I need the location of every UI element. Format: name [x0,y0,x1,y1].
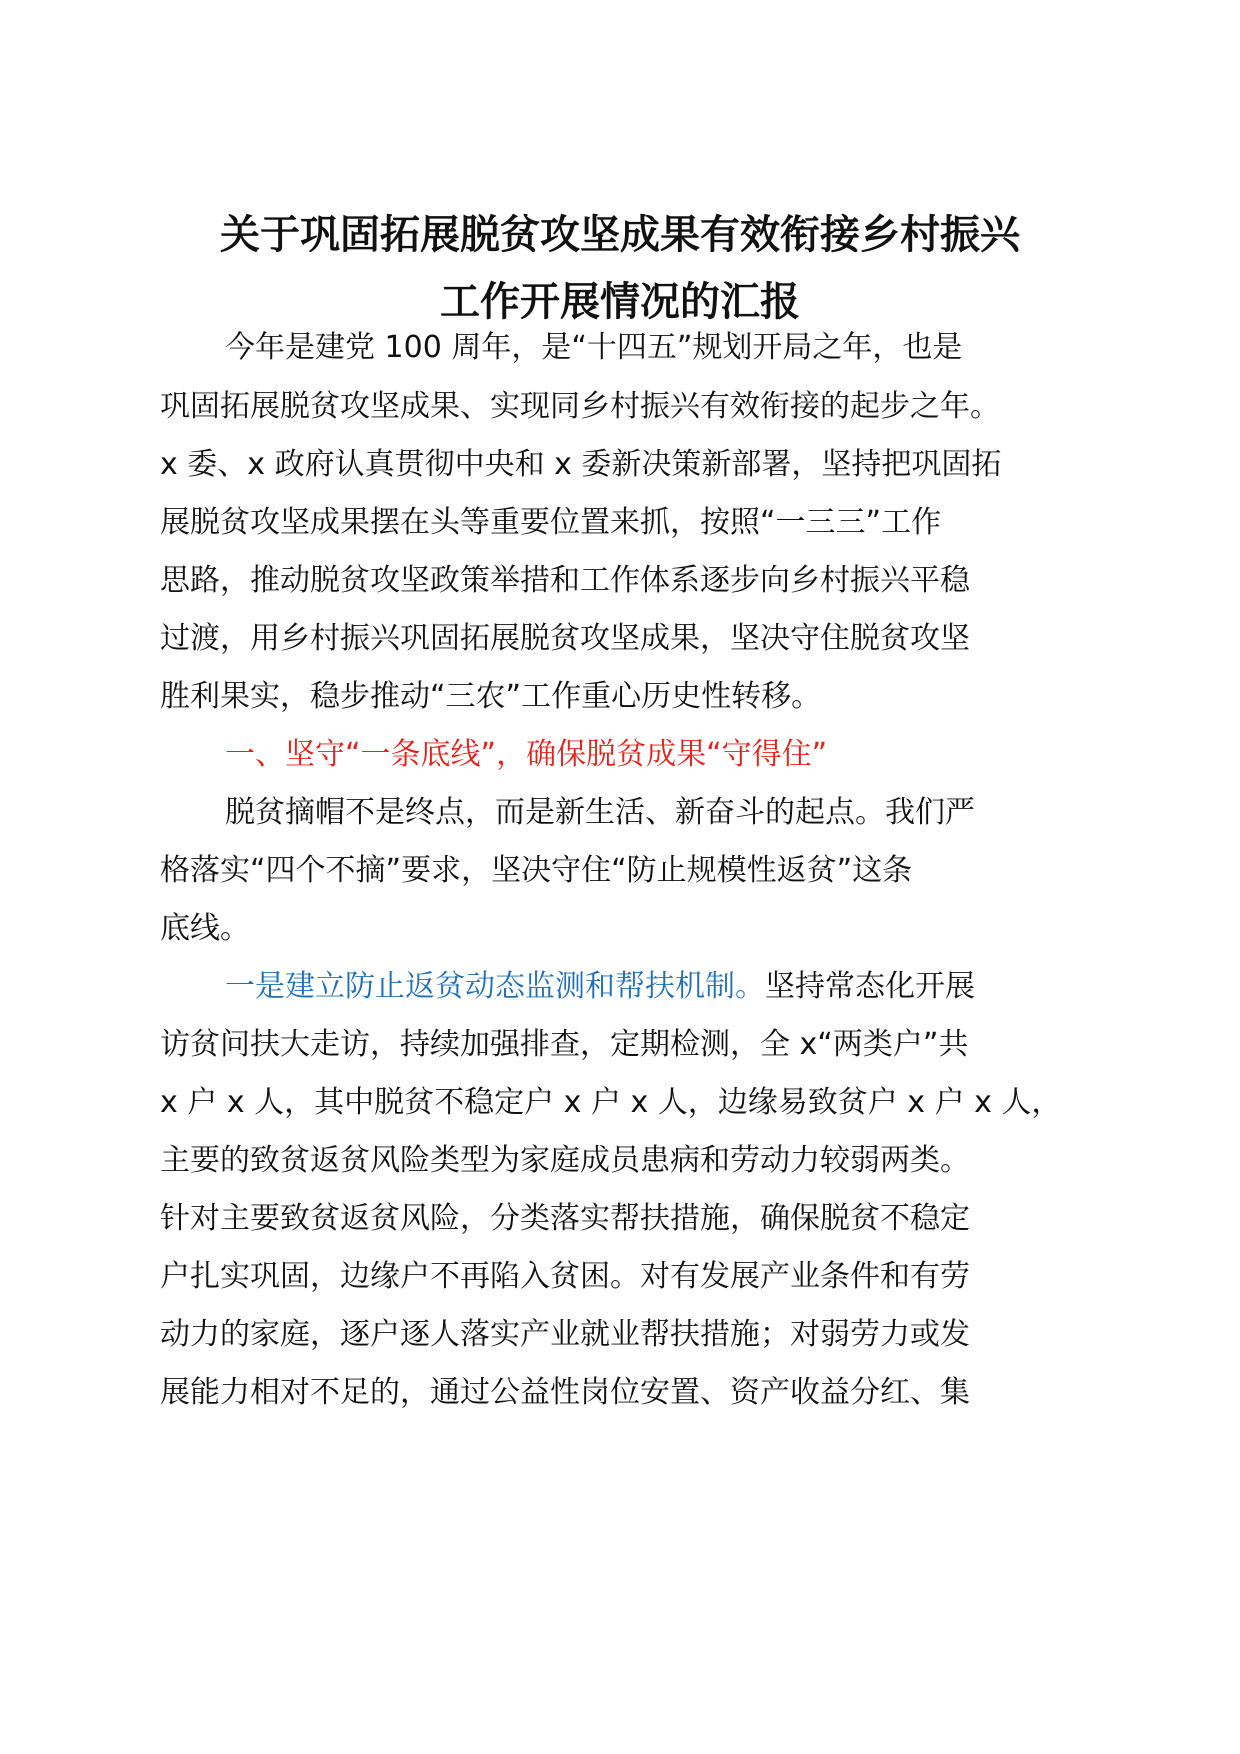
subsection-line-3: x 户 x 人，其中脱贫不稳定户 x 户 x 人，边缘易致贫户 x 户 x 人， [160,1085,1062,1120]
paragraph-1-line-7: 胜利果实，稳步推动“三农”工作重心历史性转移。 [160,679,822,714]
paragraph-1-line-6: 过渡，用乡村振兴巩固拓展脱贫攻坚成果，坚决守住脱贫攻坚 [160,621,970,656]
paragraph-1-line-3: x 委、x 政府认真贯彻中央和 x 委新决策新部署，坚持把巩固拓 [160,447,1002,482]
subsection-line-6: 户扎实巩固，边缘户不再陷入贫困。对有发展产业条件和有劳 [160,1259,970,1294]
section-paragraph-line-3: 底线。 [160,911,250,946]
paragraph-1-line-1: 今年是建党 100 周年，是“十四五”规划开局之年，也是 [225,330,963,365]
paragraph-1-line-2: 巩固拓展脱贫攻坚成果、实现同乡村振兴有效衔接的起步之年。 [160,389,1000,424]
section-paragraph-line-1: 脱贫摘帽不是终点，而是新生活、新奋斗的起点。我们严 [225,795,975,830]
subsection-line-1 [225,967,975,1007]
paragraph-1-line-4: 展脱贫攻坚成果摆在头等重要位置来抓，按照“一三三”工作 [160,505,942,540]
subsection-line-5: 针对主要致贫返贫风险，分类落实帮扶措施，确保脱贫不稳定 [160,1201,970,1236]
section-heading: 一、坚守“一条底线”，确保脱贫成果“守得住” [225,737,828,772]
document-title-line-2: 工作开展情况的汇报 [440,279,800,325]
paragraph-1-line-5: 思路，推动脱贫攻坚政策举措和工作体系逐步向乡村振兴平稳 [160,563,970,598]
section-paragraph-line-2: 格落实“四个不摘”要求，坚决守住“防止规模性返贫”这条 [160,853,913,888]
subsection-line-4: 主要的致贫返贫风险类型为家庭成员患病和劳动力较弱两类。 [160,1143,970,1178]
subsection-line-2: 访贫问扶大走访，持续加强排查，定期检测，全 x“两类户”共 [160,1027,969,1062]
subsection-lead: 一是建立防止返贫动态监测和帮扶机制。 [225,969,765,1004]
subsection-line-8: 展能力相对不足的，通过公益性岗位安置、资产收益分红、集 [160,1375,970,1410]
subsection-line-7: 动力的家庭，逐户逐人落实产业就业帮扶措施；对弱劳力或发 [160,1317,970,1352]
document-title-line-1: 关于巩固拓展脱贫攻坚成果有效衔接乡村振兴 [220,212,1020,258]
subsection-line-1-rest: 坚持常态化开展 [765,969,975,1004]
